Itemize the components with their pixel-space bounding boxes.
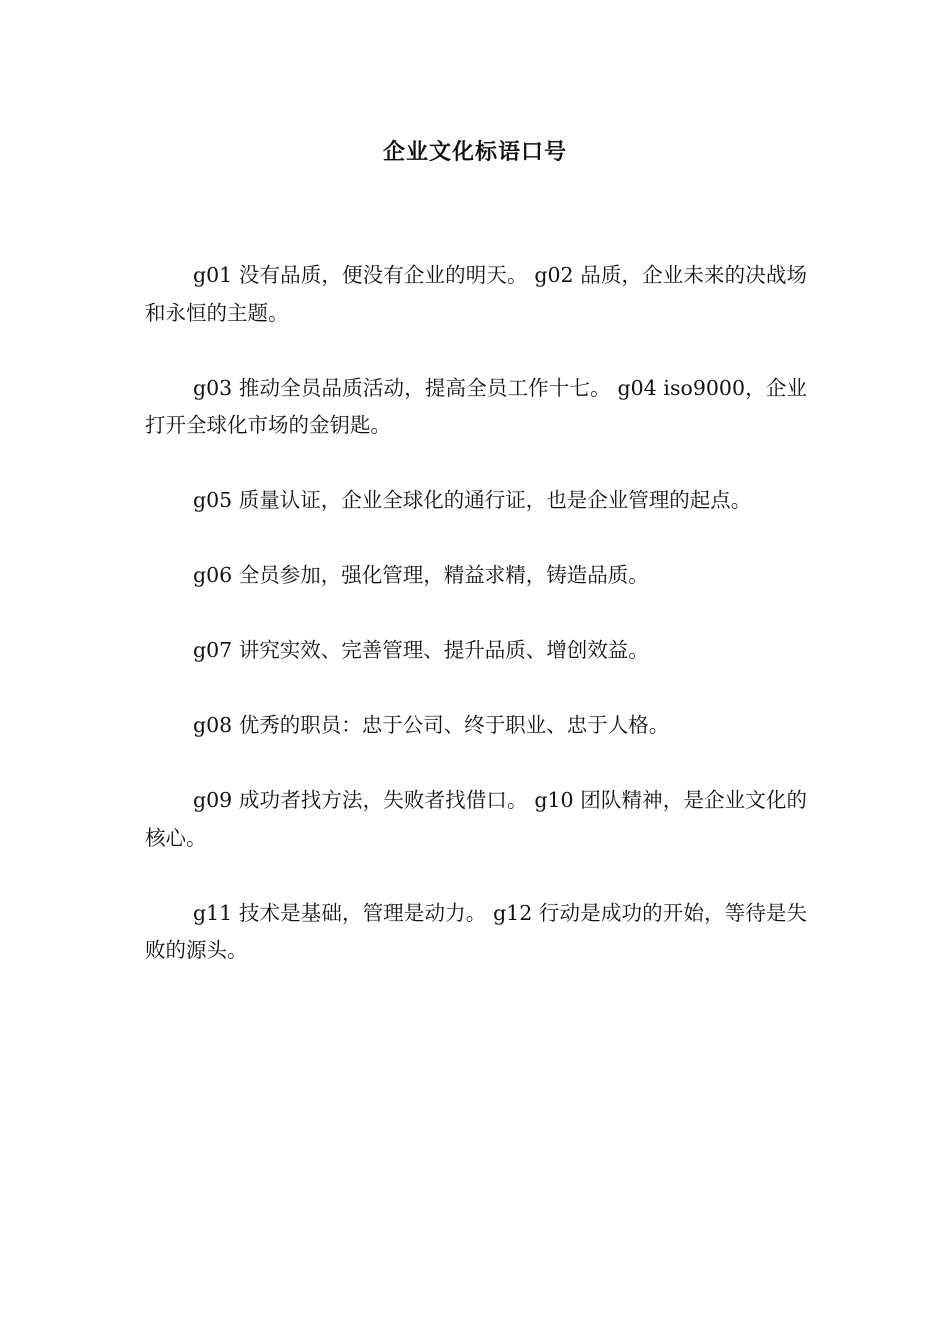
paragraph-g06: g06 全员参加，强化管理，精益求精，铸造品质。 [193,563,649,587]
paragraph-g05: g05 质量认证，企业全球化的通行证，也是企业管理的起点。 [193,488,752,512]
paragraph-g08: g08 优秀的职员：忠于公司、终于职业、忠于人格。 [193,713,670,737]
paragraph-g01-g02: g01 没有品质，便没有企业的明天。 g02 品质，企业未来的决战场和永恒的主题。 [145,263,807,325]
paragraph-g03-g04: g03 推动全员品质活动，提高全员工作十七。 g04 iso9000，企业打开全球化市场的金钥匙。 [145,375,807,437]
paragraph-g07: g07 讲究实效、完善管理、提升品质、增创效益。 [193,638,649,662]
document-title: 企业文化标语口号 [382,140,567,165]
paragraph-g11-g12: g11 技术是基础，管理是动力。 g12 行动是成功的开始，等待是失败的源头。 [145,900,807,962]
paragraph-g09-g10: g09 成功者找方法，失败者找借口。 g10 团队精神，是企业文化的核心。 [145,788,807,850]
document-body [145,257,807,970]
